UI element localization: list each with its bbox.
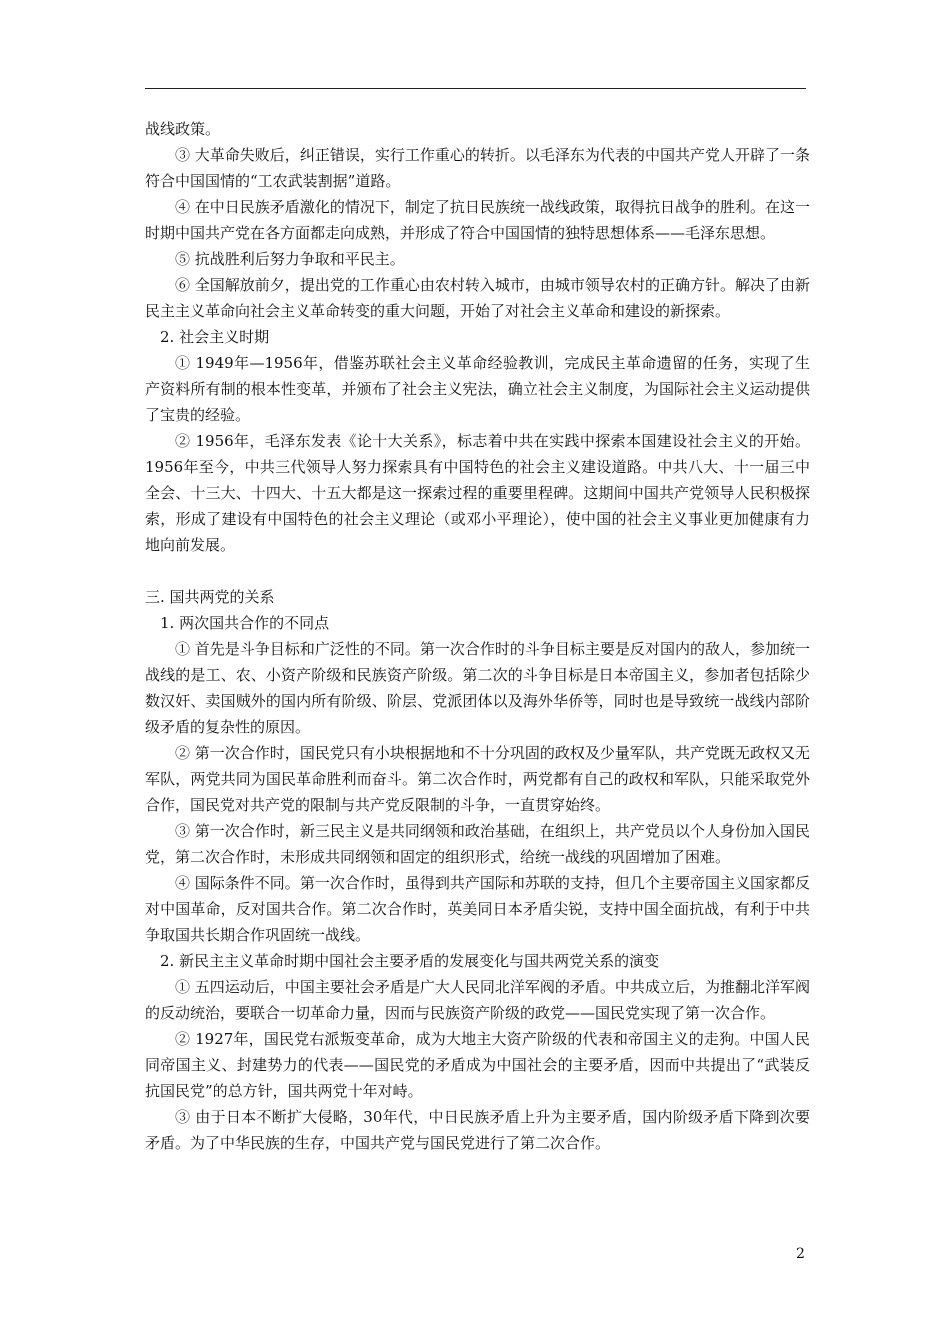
paragraph: ② 1956年，毛泽东发表《论十大关系》，标志着中共在实践中探索本国建设社会主义的开始。1956年至今，中共三代领导人努力探索具有中国特色的社会主义建设道路。中共八大、十一届三中全会、十三大、十四大、十五大都是这一探索过程的重要里程碑。这期间中国共产党领导人民积极探索，形成了建设有中国特色的社会主义理论（或邓小平理论），使中国的社会主义事业更加健康有力地向前发展。	[145, 432, 810, 554]
section-heading: 1. 两次国共合作的不同点	[160, 614, 330, 632]
section-heading: 2. 社会主义时期	[160, 328, 270, 346]
paragraph: ② 1927年，国民党右派叛变革命，成为大地主大资产阶级的代表和帝国主义的走狗。中国人民同帝国主义、封建势力的代表——国民党的矛盾成为中国社会的主要矛盾，因而中共提出了“武装反抗国民党”的总方针，国共两党十年对峙。	[145, 1030, 810, 1100]
paragraph: 战线政策。	[145, 120, 221, 138]
paragraph: ③ 大革命失败后，纠正错误，实行工作重心的转折。以毛泽东为代表的中国共产党人开辟了一条符合中国国情的“工农武装割据”道路。	[145, 146, 810, 190]
document-body	[145, 116, 810, 1156]
paragraph: ⑥ 全国解放前夕，提出党的工作重心由农村转入城市，由城市领导农村的正确方针。解决了由新民主主义革命向社会主义革命转变的重大问题，开始了对社会主义革命和建设的新探索。	[145, 276, 810, 320]
paragraph: ④ 在中日民族矛盾激化的情况下，制定了抗日民族统一战线政策，取得抗日战争的胜利。在这一时期中国共产党在各方面都走向成熟，并形成了符合中国国情的独特思想体系——毛泽东思想。	[145, 198, 810, 242]
paragraph: ② 第一次合作时，国民党只有小块根据地和不十分巩固的政权及少量军队，共产党既无政权又无军队，两党共同为国民革命胜利而奋斗。第二次合作时，两党都有自己的政权和军队，只能采取党外合作，国民党对共产党的限制与共产党反限制的斗争，一直贯穿始终。	[145, 744, 810, 814]
paragraph: ③ 第一次合作时，新三民主义是共同纲领和政治基础，在组织上，共产党员以个人身份加入国民党，第二次合作时，未形成共同纲领和固定的组织形式，给统一战线的巩固增加了困难。	[145, 822, 810, 866]
header-rule	[145, 88, 806, 89]
paragraph: ⑤ 抗战胜利后努力争取和平民主。	[175, 250, 405, 268]
paragraph: ④ 国际条件不同。第一次合作时，虽得到共产国际和苏联的支持，但几个主要帝国主义国家都反对中国革命，反对国共合作。第二次合作时，英美同日本矛盾尖锐，支持中国全面抗战，有利于中共争取国共长期合作巩固统一战线。	[145, 874, 810, 944]
section-heading: 2. 新民主主义革命时期中国社会主要矛盾的发展变化与国共两党关系的演变	[160, 952, 660, 970]
paragraph: ① 1949年—1956年，借鉴苏联社会主义革命经验教训，完成民主革命遗留的任务，实现了生产资料所有制的根本性变革，并颁布了社会主义宪法，确立社会主义制度，为国际社会主义运动提供了宝贵的经验。	[145, 354, 810, 424]
chapter-heading: 三. 国共两党的关系	[145, 588, 275, 606]
paragraph: ③ 由于日本不断扩大侵略，30年代，中日民族矛盾上升为主要矛盾，国内阶级矛盾下降到次要矛盾。为了中华民族的生存，中国共产党与国民党进行了第二次合作。	[145, 1108, 810, 1152]
page-number: 2	[796, 1246, 805, 1262]
paragraph: ① 五四运动后，中国主要社会矛盾是广大人民同北洋军阀的矛盾。中共成立后，为推翻北洋军阀的反动统治，要联合一切革命力量，因而与民族资产阶级的政党——国民党实现了第一次合作。	[145, 978, 810, 1022]
paragraph: ① 首先是斗争目标和广泛性的不同。第一次合作时的斗争目标主要是反对国内的敌人，参加统一战线的是工、农、小资产阶级和民族资产阶级。第二次的斗争目标是日本帝国主义，参加者包括除少数汉奸、卖国贼外的国内所有阶级、阶层、党派团体以及海外华侨等，同时也是导致统一战线内部阶级矛盾的复杂性的原因。	[145, 640, 810, 736]
